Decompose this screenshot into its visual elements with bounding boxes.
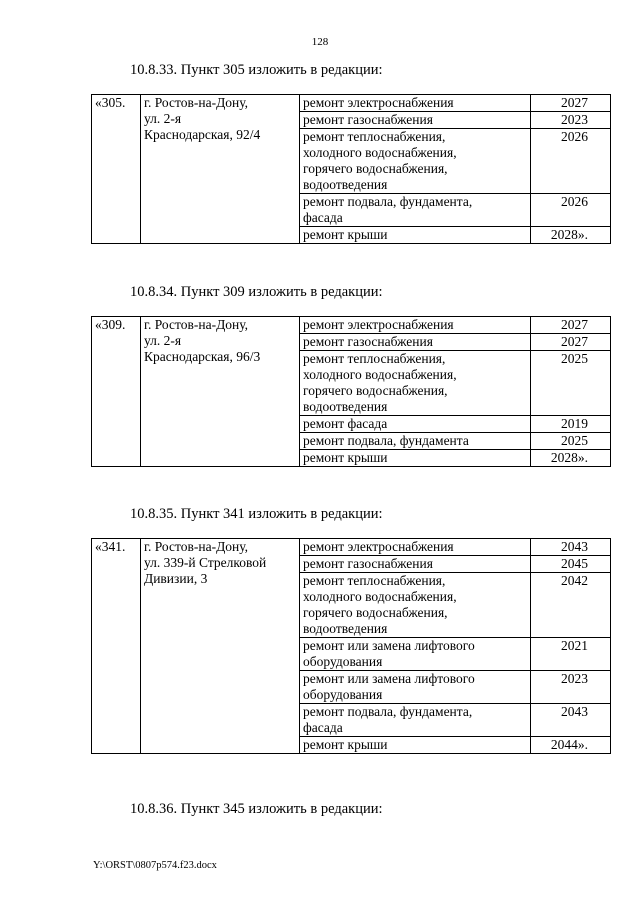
item-number: «305. — [92, 95, 141, 244]
year-cell: 2045 — [531, 556, 611, 573]
address-line: г. Ростов-на-Дону, — [144, 95, 249, 110]
table-row — [92, 539, 611, 556]
work-line: фасада — [303, 720, 343, 735]
work-line: ремонт подвала, фундамента, — [303, 194, 473, 209]
footer-file-path: Y:\ORST\0807p574.f23.docx — [93, 860, 217, 871]
work-line: ремонт подвала, фундамента — [303, 433, 469, 448]
work-cell — [300, 317, 531, 334]
work-line: оборудования — [303, 687, 383, 702]
work-line: водоотведения — [303, 621, 388, 636]
work-line: ремонт газоснабжения — [303, 334, 433, 349]
work-cell — [300, 129, 531, 194]
work-line: горячего водоснабжения, — [303, 383, 448, 398]
address-line: г. Ростов-на-Дону, — [144, 539, 249, 554]
work-line: холодного водоснабжения, — [303, 589, 457, 604]
year-cell: 2023 — [531, 671, 611, 704]
work-cell — [300, 671, 531, 704]
work-cell — [300, 227, 531, 244]
amendment-table — [91, 316, 611, 467]
address-line: г. Ростов-на-Дону, — [144, 317, 249, 332]
work-line: ремонт фасада — [303, 416, 388, 431]
work-cell — [300, 704, 531, 737]
section-heading: 10.8.36. Пункт 345 изложить в редакции: — [130, 801, 383, 817]
address-line: Дивизии, 3 — [144, 571, 208, 586]
work-line: ремонт крыши — [303, 227, 388, 242]
year-cell: 2026 — [531, 194, 611, 227]
year-cell: 2021 — [531, 638, 611, 671]
address-line: ул. 2-я — [144, 333, 182, 348]
work-cell — [300, 638, 531, 671]
work-cell — [300, 573, 531, 638]
work-line: ремонт электроснабжения — [303, 539, 454, 554]
table-row — [92, 317, 611, 334]
work-line: ремонт электроснабжения — [303, 317, 454, 332]
work-cell — [300, 556, 531, 573]
work-line: водоотведения — [303, 177, 388, 192]
item-number: «341. — [92, 539, 141, 754]
year-cell: 2044». — [531, 737, 611, 754]
work-line: фасада — [303, 210, 343, 225]
work-line: оборудования — [303, 654, 383, 669]
year-cell: 2043 — [531, 704, 611, 737]
address-line: ул. 2-я — [144, 111, 182, 126]
year-cell: 2028». — [531, 450, 611, 467]
address-cell — [141, 539, 300, 754]
year-cell: 2027 — [531, 95, 611, 112]
address-line: ул. 339-й Стрелковой — [144, 555, 267, 570]
year-cell: 2027 — [531, 317, 611, 334]
year-cell: 2027 — [531, 334, 611, 351]
work-line: холодного водоснабжения, — [303, 367, 457, 382]
work-line: водоотведения — [303, 399, 388, 414]
work-line: ремонт теплоснабжения, — [303, 129, 446, 144]
work-line: горячего водоснабжения, — [303, 161, 448, 176]
section-heading: 10.8.34. Пункт 309 изложить в редакции: — [130, 284, 383, 300]
work-line: холодного водоснабжения, — [303, 145, 457, 160]
work-line: ремонт подвала, фундамента, — [303, 704, 473, 719]
table-row — [92, 95, 611, 112]
address-cell — [141, 95, 300, 244]
year-cell: 2023 — [531, 112, 611, 129]
work-line: ремонт или замена лифтового — [303, 638, 475, 653]
amendment-table — [91, 538, 611, 754]
work-cell — [300, 737, 531, 754]
work-cell — [300, 194, 531, 227]
work-line: ремонт теплоснабжения, — [303, 351, 446, 366]
work-cell — [300, 95, 531, 112]
section-heading: 10.8.35. Пункт 341 изложить в редакции: — [130, 506, 383, 522]
item-number: «309. — [92, 317, 141, 467]
year-cell: 2042 — [531, 573, 611, 638]
work-line: ремонт газоснабжения — [303, 556, 433, 571]
work-cell — [300, 112, 531, 129]
address-line: Краснодарская, 92/4 — [144, 127, 261, 142]
work-line: ремонт крыши — [303, 737, 388, 752]
work-cell — [300, 334, 531, 351]
work-line: ремонт газоснабжения — [303, 112, 433, 127]
work-cell — [300, 450, 531, 467]
work-line: ремонт электроснабжения — [303, 95, 454, 110]
address-cell — [141, 317, 300, 467]
work-cell — [300, 539, 531, 556]
year-cell: 2019 — [531, 416, 611, 433]
address-line: Краснодарская, 96/3 — [144, 349, 261, 364]
work-cell — [300, 433, 531, 450]
amendment-table — [91, 94, 611, 244]
work-cell — [300, 351, 531, 416]
work-line: ремонт или замена лифтового — [303, 671, 475, 686]
year-cell: 2026 — [531, 129, 611, 194]
work-line: ремонт крыши — [303, 450, 388, 465]
page-number: 128 — [311, 36, 329, 48]
work-line: горячего водоснабжения, — [303, 605, 448, 620]
work-line: ремонт теплоснабжения, — [303, 573, 446, 588]
year-cell: 2025 — [531, 351, 611, 416]
year-cell: 2043 — [531, 539, 611, 556]
section-heading: 10.8.33. Пункт 305 изложить в редакции: — [130, 62, 383, 78]
work-cell — [300, 416, 531, 433]
year-cell: 2025 — [531, 433, 611, 450]
year-cell: 2028». — [531, 227, 611, 244]
